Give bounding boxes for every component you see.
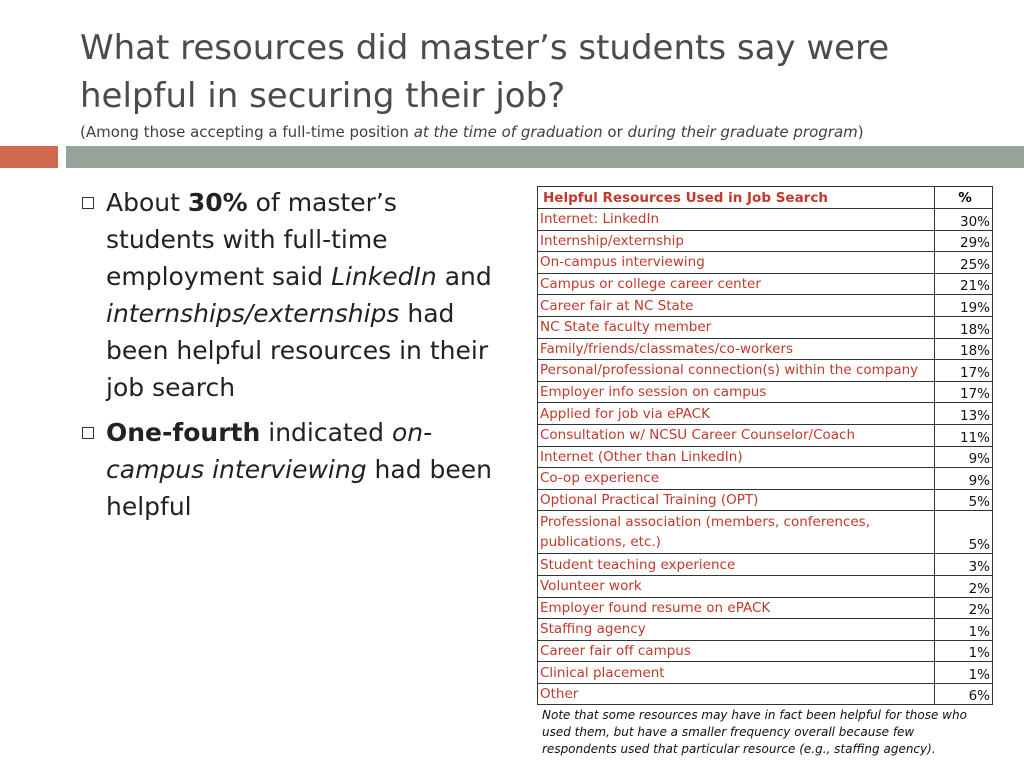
resource-percent: 29% (935, 230, 993, 252)
resource-percent: 11% (935, 424, 993, 446)
square-bullet-icon (82, 197, 94, 209)
bullet-text: About (106, 188, 188, 217)
subtitle-italic-graduation: at the time of graduation (413, 123, 603, 141)
bullet-bold: One-fourth (106, 418, 261, 447)
bullet-text: had been helpful (106, 455, 492, 521)
table-row (538, 295, 993, 317)
resource-name: Internship/externship (538, 230, 935, 252)
bullet-linkedin (82, 184, 502, 406)
resource-name: Optional Practical Training (OPT) (538, 489, 935, 511)
slide-subtitle (80, 122, 980, 142)
table-row (538, 403, 993, 425)
table-row (538, 209, 993, 231)
bullet-italic: internships/externships (106, 299, 400, 328)
table-header-row (538, 187, 993, 209)
resource-name: Career fair off campus (538, 640, 935, 662)
bullet-one-fourth (82, 414, 502, 525)
resource-percent: 9% (935, 446, 993, 468)
resource-name: Clinical placement (538, 662, 935, 684)
table-row (538, 252, 993, 274)
resource-name: Family/friends/classmates/co-workers (538, 338, 935, 360)
table-row (538, 230, 993, 252)
bullet-text: of master’s students with full-time employment said (106, 188, 397, 291)
bullet-text: indicated (260, 418, 392, 447)
table-row (538, 316, 993, 338)
resource-percent: 13% (935, 403, 993, 425)
resource-percent: 2% (935, 597, 993, 619)
table-row (538, 640, 993, 662)
resource-name: Internet (Other than LinkedIn) (538, 446, 935, 468)
resource-name: Staffing agency (538, 619, 935, 641)
table-row (538, 489, 993, 511)
resource-name: Employer info session on campus (538, 381, 935, 403)
percent-column-header: % (935, 187, 993, 209)
subtitle-suffix: ) (857, 123, 864, 141)
table-row (538, 468, 993, 490)
resource-percent: 25% (935, 252, 993, 274)
resource-percent: 5% (935, 489, 993, 511)
resource-percent: 17% (935, 360, 993, 382)
resource-name: NC State faculty member (538, 316, 935, 338)
table-row (538, 338, 993, 360)
resource-percent: 17% (935, 381, 993, 403)
table-row (538, 381, 993, 403)
resource-name: Internet: LinkedIn (538, 209, 935, 231)
table-row (538, 424, 993, 446)
resource-percent: 1% (935, 662, 993, 684)
table-row (538, 446, 993, 468)
resource-percent: 18% (935, 338, 993, 360)
table-row (538, 683, 993, 705)
bullet-text: had been helpful resources in their job search (106, 299, 489, 402)
resource-percent: 2% (935, 575, 993, 597)
resource-name: Consultation w/ NCSU Career Counselor/Coach (538, 424, 935, 446)
resource-percent: 1% (935, 619, 993, 641)
resource-name: On-campus interviewing (538, 252, 935, 274)
resource-percent: 6% (935, 683, 993, 705)
table-footnote: Note that some resources may have in fact been helpful for those who used them, but have a smaller frequency overall because few respondents used that particular resource (e.g., staffing agency). (542, 708, 967, 756)
resource-percent: 3% (935, 554, 993, 576)
bullet-list (82, 184, 502, 533)
table-row (538, 360, 993, 382)
resource-percent: 9% (935, 468, 993, 490)
resource-name: Volunteer work (538, 575, 935, 597)
table-row (538, 511, 993, 554)
subtitle-prefix: (Among those accepting a full-time position (80, 123, 414, 141)
table-row (538, 273, 993, 295)
header-band (66, 146, 1024, 168)
resource-percent: 1% (935, 640, 993, 662)
resource-percent: 30% (935, 209, 993, 231)
slide-title: What resources did master’s students say were helpful in securing their job? (80, 28, 890, 116)
resource-percent: 18% (935, 316, 993, 338)
resource-name: Personal/professional connection(s) within the company (538, 360, 935, 382)
resource-name: Applied for job via ePACK (538, 403, 935, 425)
resource-percent: 19% (935, 295, 993, 317)
resource-name: Professional association (members, conferences, publications, etc.) (538, 511, 935, 554)
header-band-accent (0, 146, 58, 168)
resource-name: Co-op experience (538, 468, 935, 490)
table-row (538, 619, 993, 641)
resource-name: Campus or college career center (538, 273, 935, 295)
square-bullet-icon (82, 427, 94, 439)
subtitle-mid: or (602, 123, 628, 141)
resource-column-header: Helpful Resources Used in Job Search (538, 187, 935, 209)
table-row (538, 597, 993, 619)
subtitle-italic-program: during their graduate program (627, 123, 858, 141)
resources-table (537, 186, 993, 705)
table-row (538, 575, 993, 597)
resource-percent: 5% (935, 511, 993, 554)
resource-name: Other (538, 683, 935, 705)
table-row (538, 554, 993, 576)
resource-name: Student teaching experience (538, 554, 935, 576)
bullet-italic: on-campus interviewing (106, 418, 433, 484)
bullet-bold: 30% (187, 188, 248, 217)
resource-percent: 21% (935, 273, 993, 295)
bullet-text: and (436, 262, 492, 291)
bullet-italic: LinkedIn (331, 262, 437, 291)
resource-name: Career fair at NC State (538, 295, 935, 317)
table-row (538, 662, 993, 684)
resource-name: Employer found resume on ePACK (538, 597, 935, 619)
